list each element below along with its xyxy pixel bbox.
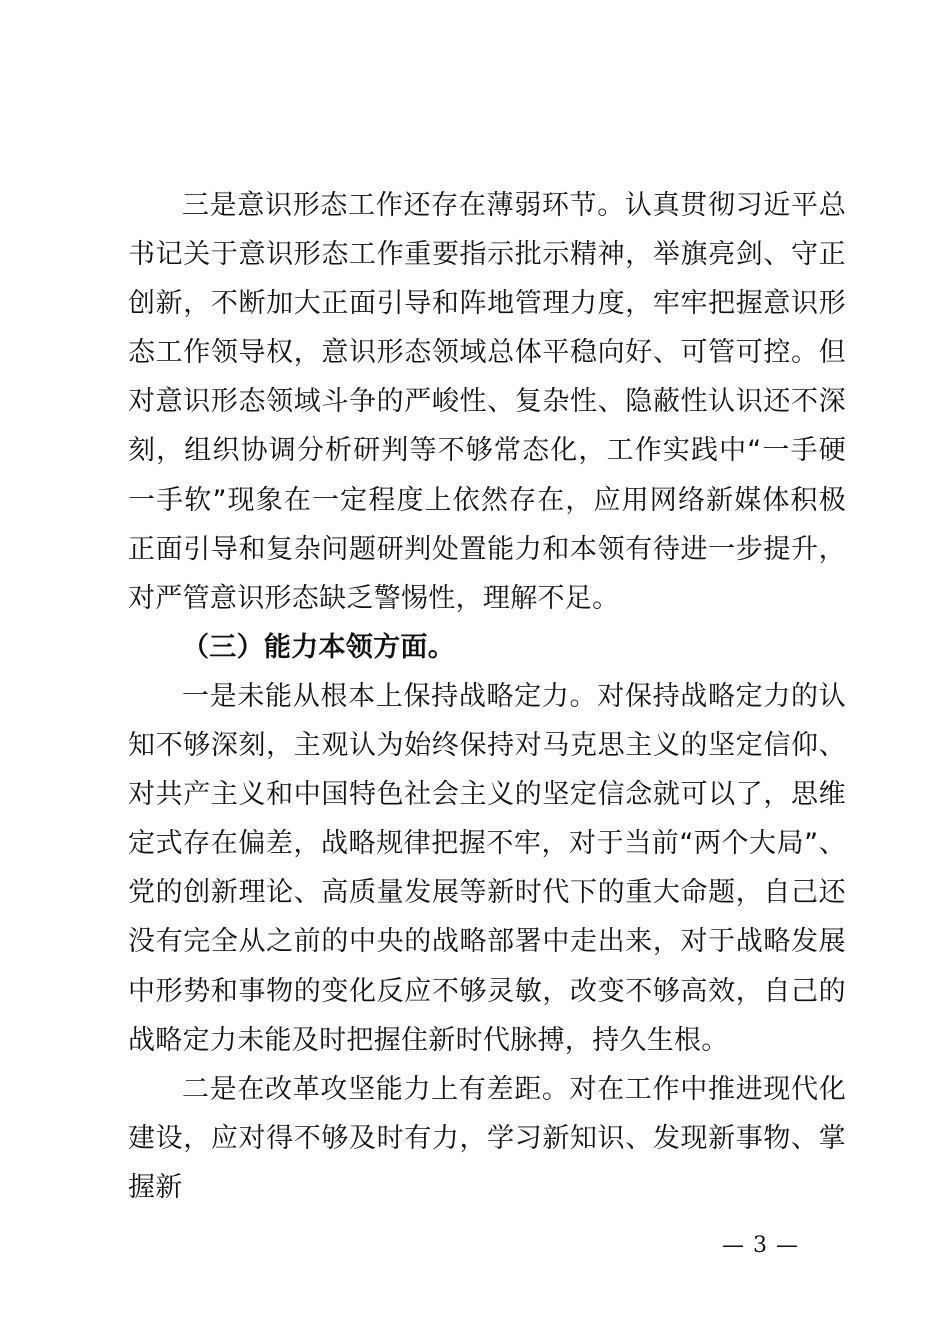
document-body [128, 181, 846, 1212]
paragraph-ideology-weakness: 三是意识形态工作还存在薄弱环节。认真贯彻习近平总书记关于意识形态工作重要指示批示精神，举旗亮剑、守正创新，不断加大正面引导和阵地管理力度，牢牢把握意识形态工作领导权，意识形态领域总体平稳向好、可管可控。但对意识形态领域斗争的严峻性、复杂性、隐蔽性认识还不深刻，组织协调分析研判等不够常态化，工作实践中“一手硬一手软”现象在一定程度上依然存在，应用网络新媒体积极正面引导和复杂问题研判处置能力和本领有待进一步提升，对严管意识形态缺乏警惕性，理解不足。 [128, 190, 846, 614]
paragraph-reform-ability: 二是在改革攻坚能力上有差距。对在工作中推进现代化建设，应对得不够及时有力，学习新知识、发现新事物、掌握新 [128, 1073, 846, 1203]
section-heading-ability: （三）能力本领方面。 [182, 631, 455, 663]
paragraph-strategic-focus: 一是未能从根本上保持战略定力。对保持战略定力的认知不够深刻，主观认为始终保持对马克思主义的坚定信仰、对共产主义和中国特色社会主义的坚定信念就可以了，思维定式存在偏差，战略规律把握不牢，对于当前“两个大局”、党的创新理论、高质量发展等新时代下的重大命题，自己还没有完全从之前的中央的战略部署中走出来，对于战略发展中形势和事物的变化反应不够灵敏，改变不够高效，自己的战略定力未能及时把握住新时代脉搏，持久生根。 [128, 680, 846, 1056]
page-number: — 3 — [722, 1233, 799, 1258]
